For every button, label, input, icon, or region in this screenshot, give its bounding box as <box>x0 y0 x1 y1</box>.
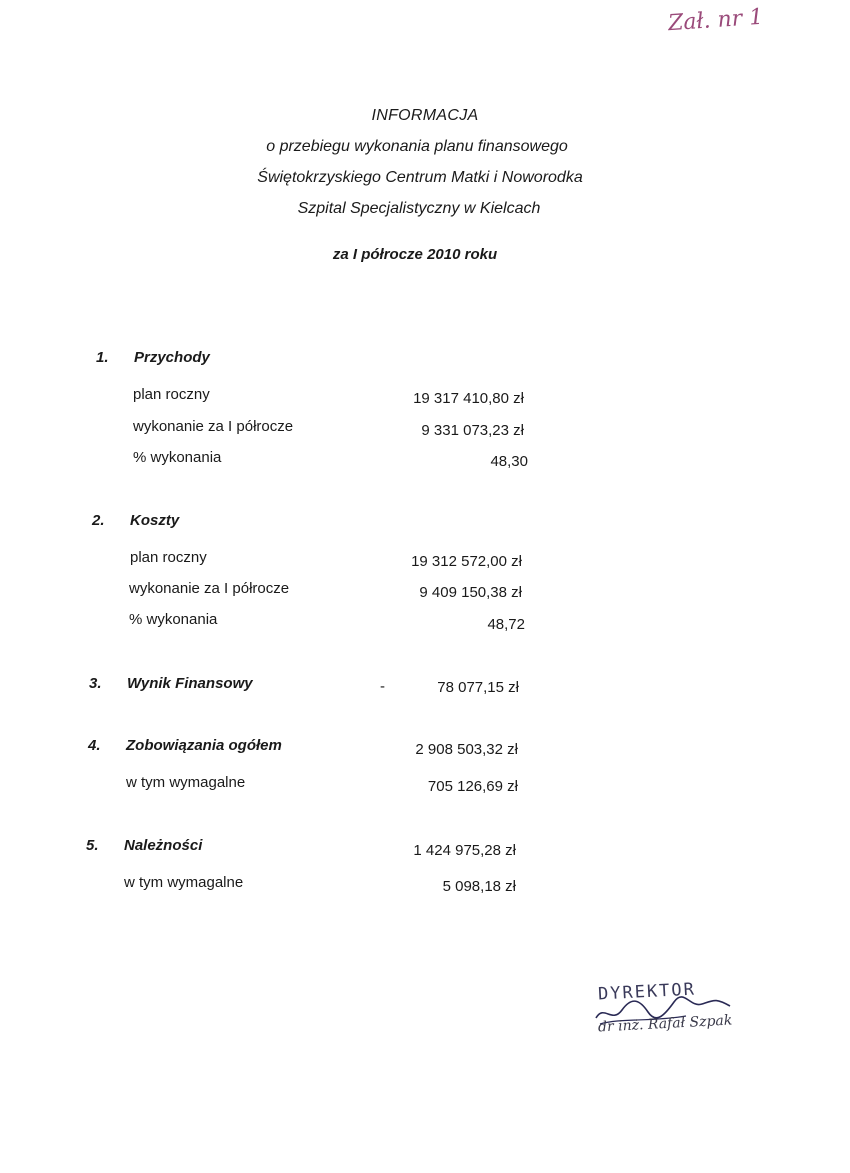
section-2-percent-label: % wykonania <box>129 611 218 628</box>
section-2-title: Koszty <box>130 512 180 529</box>
document-title: INFORMACJA <box>371 107 479 124</box>
section-5-value: 1 424 975,28 zł <box>413 842 516 859</box>
section-4-overdue-value: 705 126,69 zł <box>427 778 518 795</box>
section-5-overdue-value: 5 098,18 zł <box>442 878 516 895</box>
document-subtitle-line-3: Szpital Specjalistyczny w Kielcach <box>297 200 541 217</box>
section-1-execution-label: wykonanie za I półrocze <box>133 418 294 435</box>
section-1-plan-value: 19 317 410,80 zł <box>413 390 524 407</box>
section-3-sign: - <box>380 678 385 695</box>
section-5-number: 5. <box>86 837 99 854</box>
section-2-execution-label: wykonanie za I półrocze <box>129 580 290 597</box>
section-4-title: Zobowiązania ogółem <box>126 737 282 754</box>
director-name: dr inż. Rafał Szpak <box>597 1012 733 1036</box>
director-stamp: DYREKTOR <box>597 979 697 1005</box>
document-subtitle-line-1: o przebiegu wykonania planu finansowego <box>266 138 568 155</box>
section-2-plan-value: 19 312 572,00 zł <box>411 553 522 570</box>
section-3-value: 78 077,15 zł <box>437 679 519 696</box>
document-header <box>0 100 850 270</box>
attachment-annotation: Zał. nr 1 <box>667 4 764 37</box>
reporting-period: za I półrocze 2010 roku <box>332 246 498 263</box>
section-1-number: 1. <box>96 349 109 366</box>
section-1-title: Przychody <box>134 349 210 366</box>
section-5-overdue-label: w tym wymagalne <box>124 874 244 891</box>
section-4-value: 2 908 503,32 zł <box>415 741 518 758</box>
section-3-number: 3. <box>89 675 102 692</box>
section-4-number: 4. <box>88 737 101 754</box>
section-2-plan-label: plan roczny <box>130 549 207 566</box>
section-1-percent-label: % wykonania <box>133 449 222 466</box>
section-3-title: Wynik Finansowy <box>127 675 253 692</box>
section-2-number: 2. <box>92 512 105 529</box>
section-1-execution-value: 9 331 073,23 zł <box>421 422 524 439</box>
section-1-plan-label: plan roczny <box>133 386 210 403</box>
section-2-execution-value: 9 409 150,38 zł <box>419 584 522 601</box>
section-5-title: Należności <box>124 837 203 854</box>
director-signature-block <box>590 978 760 1048</box>
document-subtitle-line-2: Świętokrzyskiego Centrum Matki i Noworodka <box>257 169 583 186</box>
section-1-percent-value: 48,30 <box>490 453 528 470</box>
section-4-overdue-label: w tym wymagalne <box>126 774 246 791</box>
section-2-percent-value: 48,72 <box>487 616 525 633</box>
